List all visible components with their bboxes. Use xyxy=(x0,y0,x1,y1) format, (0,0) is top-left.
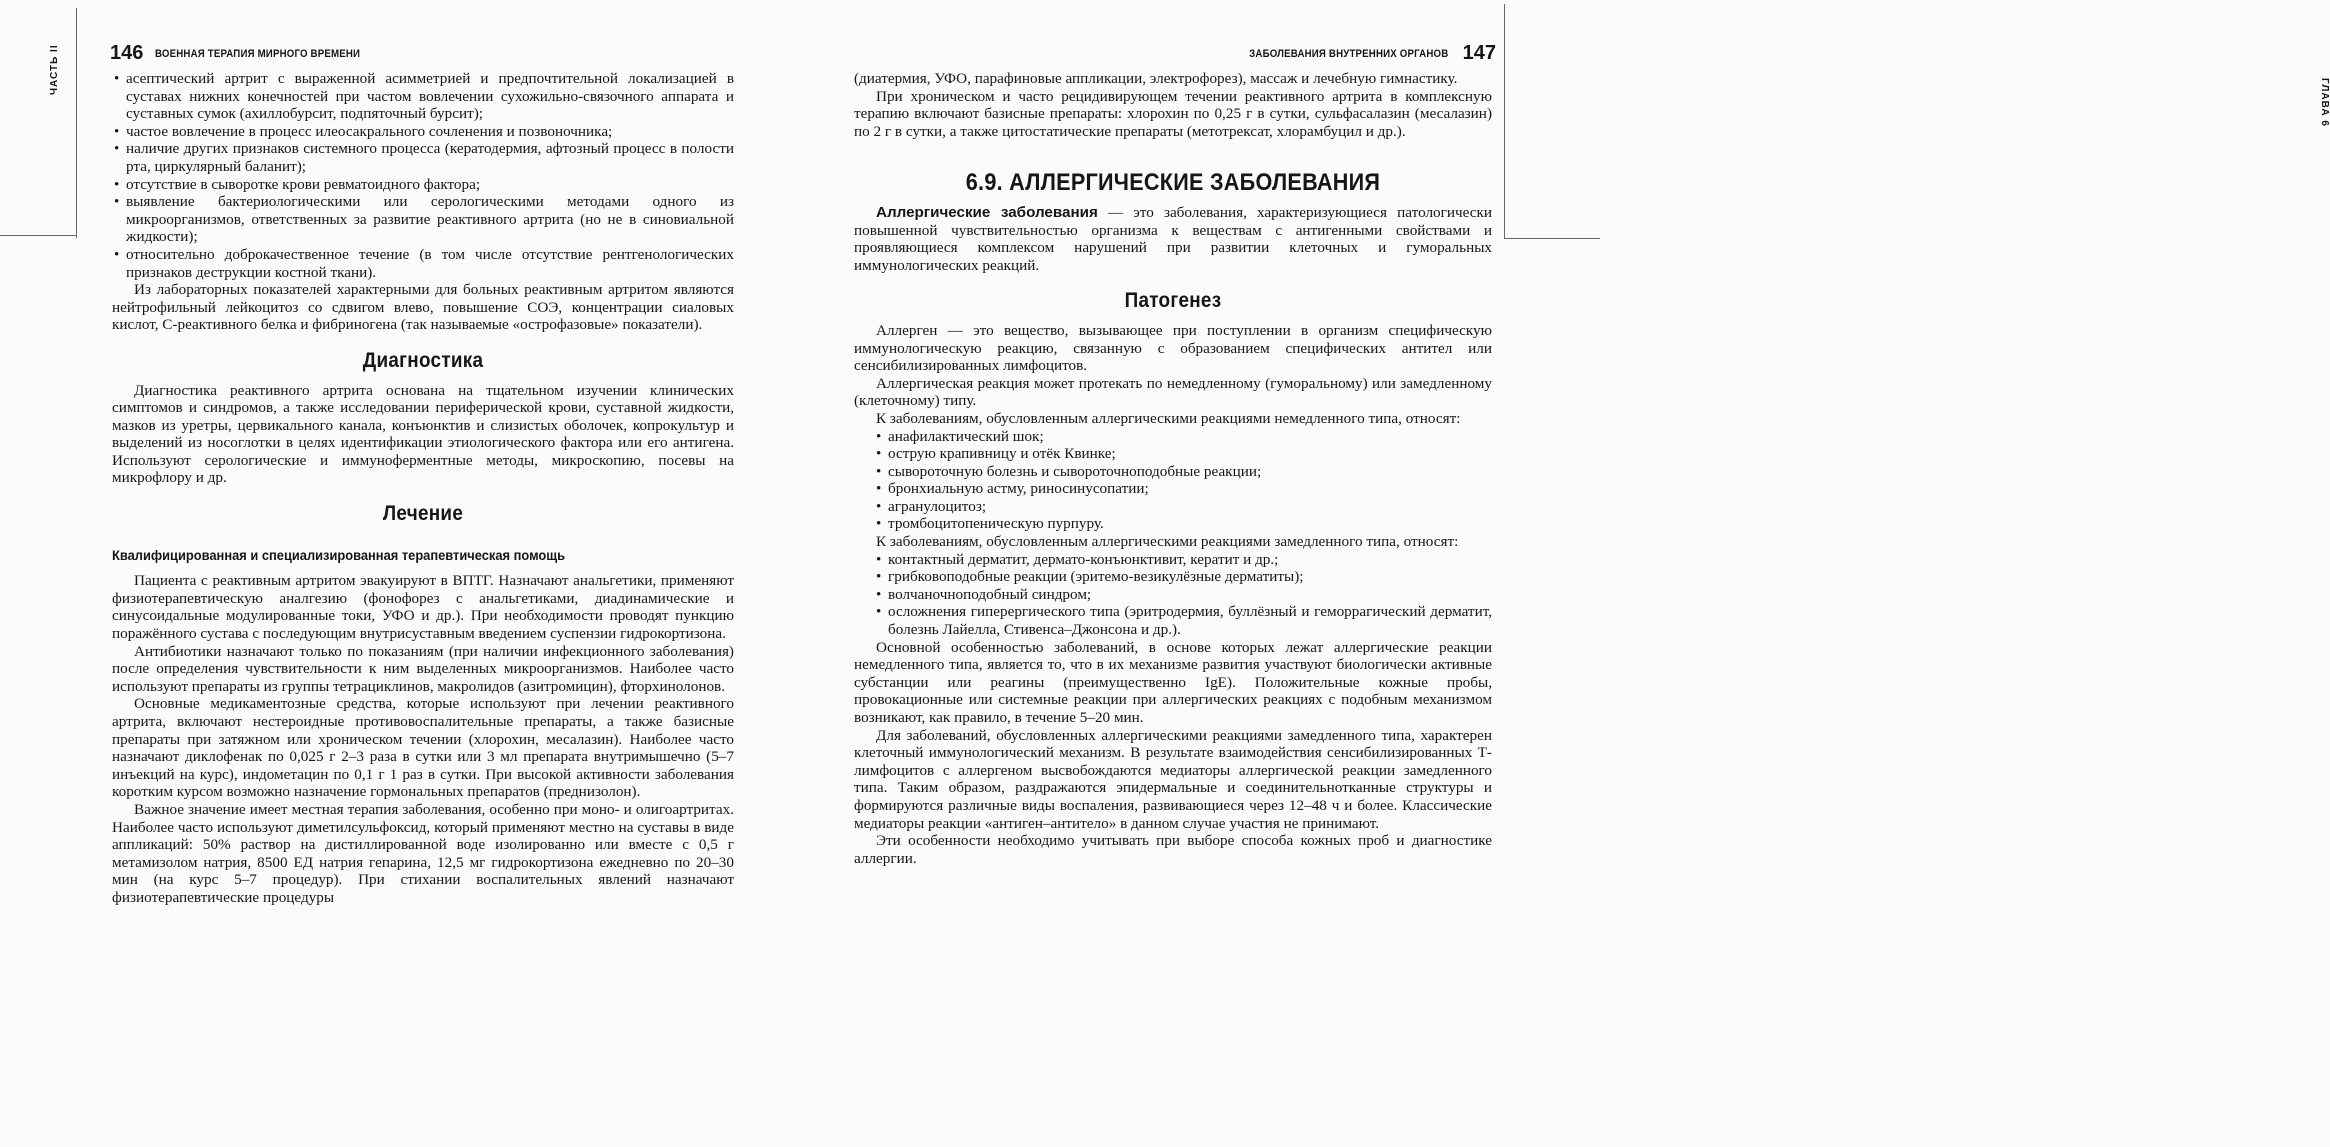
heading-diagnostics: Диагностика xyxy=(362,348,484,372)
list-item: • анафилактический шок; xyxy=(854,428,1492,446)
page-number: 147 xyxy=(1462,42,1496,64)
list-item: • бронхиальную астму, риносинусопатии; xyxy=(854,480,1492,498)
left-page xyxy=(0,0,800,1147)
list-item: • волчаночноподобный синдром; xyxy=(854,586,1492,604)
list-item: • острую крапивницу и отёк Квинке; xyxy=(854,445,1492,463)
heading-pathogenesis: Патогенез xyxy=(1124,289,1222,313)
page-number: 146 xyxy=(110,42,144,64)
part-side-tab: ЧАСТЬ II xyxy=(49,44,60,95)
page-edge-line xyxy=(0,235,77,236)
running-title: ВОЕННАЯ ТЕРАПИЯ МИРНОГО ВРЕМЕНИ xyxy=(155,47,361,60)
paragraph-definition xyxy=(854,204,1492,274)
paragraph-reaction: Аллергическая реакция может протекать по немедленному (гуморальному) или замедленному (клеточному) типу. xyxy=(854,374,1492,410)
heading-allergic-diseases: 6.9. АЛЛЕРГИЧЕСКИЕ ЗАБОЛЕВАНИЯ xyxy=(965,169,1381,197)
page-edge-line xyxy=(1504,238,1600,239)
list-item: • агранулоцитоз; xyxy=(854,498,1492,516)
list-item: • тромбоцитопеническую пурпуру. xyxy=(854,515,1492,533)
list-item: • осложнения гиперергического типа (эритродермия, буллёзный и геморрагический дерматит, болезнь Лайелла, Стивенса–Джонсона и др.). xyxy=(854,603,1492,638)
list-item: • частое вовлечение в процесс илеосакрального сочленения и позвоночника; xyxy=(112,123,734,141)
right-page xyxy=(800,0,2330,1147)
paragraph-lab: Из лабораторных показателей характерными для больных реактивным артритом являются нейтрофильный лейкоцитоз со сдвигом влево, повышение СОЭ, концентрации сиаловых кислот, С-реактивного белка и фибриногена (так называемые «острофазовые» показатели). xyxy=(112,281,734,334)
definition-text: — это заболевания, характеризующиеся патологически повышенной чувствительностью организма к веществам с антигенными свойствами и проявляющиеся комплексом нарушений при развитии клеточных и гуморальных иммунологических реакций. xyxy=(854,203,1492,274)
page-edge-line xyxy=(1504,4,1505,238)
criteria-list xyxy=(112,70,734,281)
paragraph-diagnostics: Диагностика реактивного артрита основана на тщательном изучении клинических симптомов и синдромов, а также исследовании периферической крови, суставной жидкости, мазков из уретры, цервикального канала, конъюнктив и слизистых оболочек, копрокультур и выделений из носоглотки в целях идентификации этиологического фактора или его антигена. Используют серологические и иммуноферментные методы, микроскопию, посевы на микрофлору и др. xyxy=(112,381,734,487)
running-title: ЗАБОЛЕВАНИЯ ВНУТРЕННИХ ОРГАНОВ xyxy=(1249,47,1449,60)
heading-treatment: Лечение xyxy=(382,502,464,526)
chapter-side-tab: ГЛАВА 6 xyxy=(2319,78,2330,127)
paragraph-immediate-intro: К заболеваниям, обусловленным аллергическими реакциями немедленного типа, относят: xyxy=(876,409,1461,427)
defined-term: Аллергические заболевания xyxy=(876,203,1098,221)
list-item: • относительно доброкачественное течение (в том числе отсутствие рентгенологических признаков деструкции костной ткани). xyxy=(112,246,734,281)
delayed-type-list xyxy=(854,551,1492,639)
paragraph-treatment-2: Антибиотики назначают только по показаниям (при наличии инфекционного заболевания) после определения чувствительности к ним выделенных микроорганизмов. Наиболее часто используют препараты из группы тетрациклинов, макролидов (азитромицин), фторхинолонов. xyxy=(112,642,734,695)
list-item: • наличие других признаков системного процесса (кератодермия, афтозный процесс в полости рта, циркулярный баланит); xyxy=(112,140,734,175)
left-text-column xyxy=(112,70,734,907)
paragraph-treatment-4: Важное значение имеет местная терапия заболевания, особенно при моно- и олигоартритах. Наиболее часто используют диметилсульфоксид, который применяют местно на суставы в виде аппликаций: 50% раствор на дистиллированной воде изолированно или вместе с 0,5 г метамизолом натрия, 8500 ЕД натрия гепарина, 12,5 мг гидрокортизона ежедневно по 20–30 мин (на курс 5–7 процедур). При стихании воспалительных явлений назначают физиотерапевтические процедуры xyxy=(112,800,734,906)
list-item: • отсутствие в сыворотке крови ревматоидного фактора; xyxy=(112,176,734,194)
paragraph-final: Эти особенности необходимо учитывать при выборе способа кожных проб и диагностике аллергии. xyxy=(854,832,1492,867)
paragraph-continuation: (диатермия, УФО, парафиновые аппликации, электрофорез), массаж и лечебную гимнастику. xyxy=(854,70,1458,87)
paragraph-treatment-1: Пациента с реактивным артритом эвакуируют в ВПТГ. Назначают анальгетики, применяют физиотерапевтическую аналгезию (фонофорез с анальгетиками, диадинамические и синусоидальные модулированные токи, УФО и др.). При необходимости проводят пункцию поражённого сустава с последующим внутрисуставным введением суспензии гидрокортизона. xyxy=(112,572,734,643)
list-item: • контактный дерматит, дермато-конъюнктивит, кератит и др.; xyxy=(854,551,1492,569)
paragraph-feature: Основной особенностью заболеваний, в основе которых лежат аллергические реакции немедленного типа, является то, что в их механизме развития участвуют биологически активные субстанции или реагины (преимущественно IgE). Положительные кожные пробы, провокационные или системные реакции при аллергических реакциях с подобным механизмом возникают, как правило, в течение 5–20 мин. xyxy=(854,638,1492,726)
page-edge-line xyxy=(76,8,77,238)
immediate-type-list xyxy=(854,428,1492,534)
paragraph-chronic: При хроническом и часто рецидивирующем течении реактивного артрита в комплексную терапию включают базисные препараты: хлорохин по 0,25 г в сутки, сульфасалазин (месалазин) по 2 г в сутки, а также цитостатические препараты (метотрексат, хлорамбуцил и др.). xyxy=(854,87,1492,140)
list-item: • сывороточную болезнь и сывороточноподобные реакции; xyxy=(854,463,1492,481)
list-item: • выявление бактериологическими или серологическими методами одного из микроорганизмов, ответственных за развитие реактивного артрита (но не в синовиальной жидкости); xyxy=(112,193,734,246)
paragraph-allergen: Аллерген — это вещество, вызывающее при поступлении в организм специфическую иммунологическую реакцию, связанную с образованием специфических антител или сенсибилизированных лимфоцитов. xyxy=(854,321,1492,375)
running-head xyxy=(110,42,735,64)
subheading-care: Квалифицированная и специализированная терапевтическая помощь xyxy=(112,546,566,563)
list-item: • асептический артрит с выраженной асимметрией и предпочтительной локализацией в суставах нижних конечностей при частом вовлечении сухожильно-связочного аппарата и суставных сумок (ахиллобурсит, подпяточный бурсит); xyxy=(112,70,734,123)
running-head xyxy=(866,42,1496,64)
paragraph-treatment-3: Основные медикаментозные средства, которые используют при лечении реактивного артрита, включают нестероидные противовоспалительные препараты, а также базисные препараты при затяжном или хроническом течении (хлорохин, месалазин). Наиболее часто назначают диклофенак по 0,025 г 2–3 раза в сутки или 3 мл препарата внутримышечно (5–7 инъекций на курс), индометацин по 0,1 г 1 раз в сутки. При высокой активности заболевания коротким курсом возможно назначение гормональных препаратов (преднизолон). xyxy=(112,695,734,801)
paragraph-delayed-intro: К заболеваниям, обусловленным аллергическими реакциями замедленного типа, относят: xyxy=(876,533,1459,551)
paragraph-delayed-mechanism: Для заболеваний, обусловленных аллергическими реакциями замедленного типа, характерен клеточный иммунологический механизм. В результате взаимодействия сенсибилизированных Т-лимфоцитов с аллергеном высвобождаются медиаторы аллергической реакции замедленного типа. Таким образом, раздражаются эпидермальные и соединительнотканные структуры и формируются различные виды воспаления, развивающиеся через 12–48 ч и более. Классические медиаторы реакции «антиген–антитело» в данном случае участия не принимают. xyxy=(854,726,1492,832)
list-item: • грибковоподобные реакции (эритемо-везикулёзные дерматиты); xyxy=(854,568,1492,586)
right-text-column xyxy=(854,70,1492,867)
